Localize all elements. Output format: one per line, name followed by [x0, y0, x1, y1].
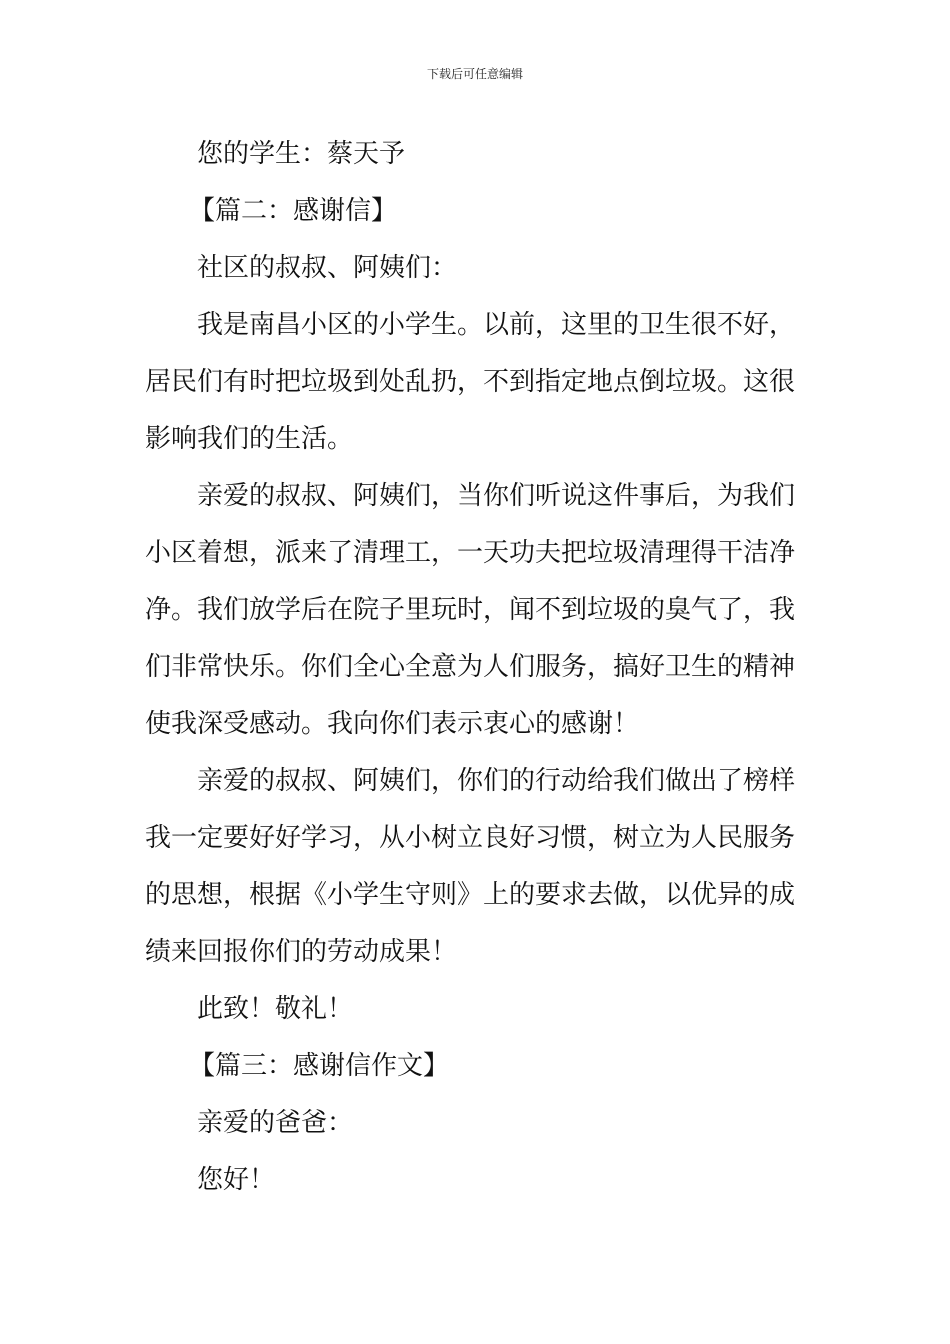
paragraph-line: 亲爱的叔叔、阿姨们，当你们听说这件事后，为我们 [197, 481, 796, 511]
closing-line: 此致！敬礼！ [197, 994, 354, 1024]
paragraph-line: 使我深受感动。我向你们表示衷心的感谢！ [145, 709, 640, 739]
page-header: 下载后可任意编辑 [426, 67, 523, 81]
paragraph-line: 绩来回报你们的劳动成果！ [145, 937, 458, 967]
salutation-line: 亲爱的爸爸： [197, 1108, 354, 1138]
signature-line: 您的学生：蔡天予 [197, 139, 406, 169]
paragraph-line: 亲爱的叔叔、阿姨们，你们的行动给我们做出了榜样 [197, 766, 796, 796]
paragraph-line: 居民们有时把垃圾到处乱扔，不到指定地点倒垃圾。这很 [145, 367, 796, 397]
paragraph-line: 净。我们放学后在院子里玩时，闻不到垃圾的臭气了，我 [145, 595, 796, 625]
paragraph-line: 小区着想，派来了清理工，一天功夫把垃圾清理得干洁净 [145, 538, 796, 568]
paragraph-line: 们非常快乐。你们全心全意为人们服务，搞好卫生的精神 [145, 652, 796, 682]
paragraph-line: 我是南昌小区的小学生。以前，这里的卫生很不好， [197, 310, 796, 340]
paragraph-line: 影响我们的生活。 [145, 424, 354, 454]
greeting-line: 您好！ [197, 1165, 276, 1195]
salutation-line: 社区的叔叔、阿姨们： [197, 253, 458, 283]
document-body [145, 126, 806, 1209]
paragraph-line: 我一定要好好学习，从小树立良好习惯，树立为人民服务 [145, 823, 796, 853]
section-heading-3: 【篇三：感谢信作文】 [189, 1051, 450, 1081]
paragraph-line: 的思想，根据《小学生守则》上的要求去做，以优异的成 [145, 880, 796, 910]
section-heading-2: 【篇二：感谢信】 [189, 196, 398, 226]
